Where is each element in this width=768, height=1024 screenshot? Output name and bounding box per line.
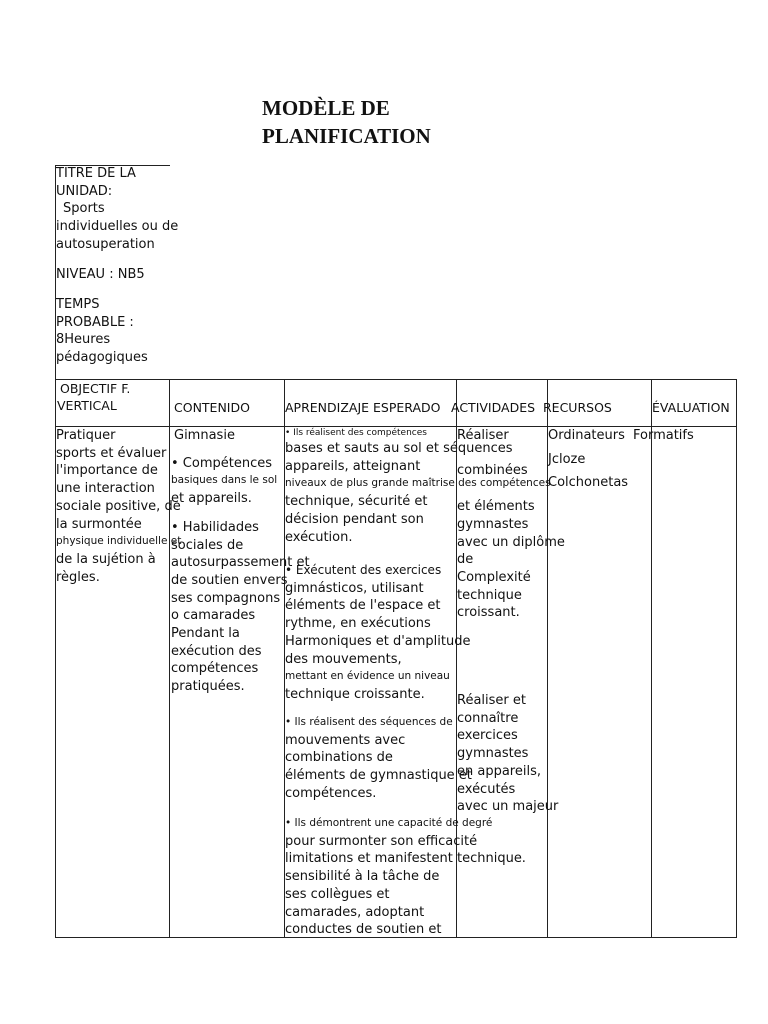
aprendizaje-line: niveaux de plus grande maîtrise des compétences [285,477,551,490]
aprendizaje-line: éléments de gymnastique et [285,768,472,784]
header-objectif-2: VERTICAL [57,398,117,413]
objectif-line: sports et évaluer [56,445,167,461]
recursos-item: Jcloze [548,451,586,467]
contenido-line: • Compétences [171,455,272,471]
niveau-block [56,266,145,284]
unit-title-block [56,165,178,254]
header-objectif [57,380,130,414]
contenido-line: basiques dans le sol [171,474,278,487]
aprendizaje-bullet-4 [285,815,526,939]
contenido-line: • Habilidades [171,519,259,535]
contenido-line: o camarades [171,608,256,624]
evaluation-cell [633,427,694,445]
actividades-line: combinées [457,463,528,479]
objectif-line: sociale positive, de [56,498,181,514]
aprendizaje-line: bases et sauts au sol et séquences [285,441,513,456]
aprendizaje-line: conductes de soutien et [285,922,442,938]
temps-label-1: TEMPS [56,297,100,312]
objectif-line: la surmontée [56,516,142,532]
contenido-line: autosurpassement et [171,555,310,571]
temps-label-2: PROBABLE : [56,314,134,330]
recursos-item: Colchonetas [548,475,629,491]
contenido-line: Pendant la [171,626,240,642]
aprendizaje-line: • Ils démontrent une capacité de degré [285,817,493,829]
header-objectif-1: OBJECTIF F. [60,381,131,396]
recursos-cell [548,427,628,492]
header-contenido: CONTENIDO [174,400,250,415]
actividades-line: exécutés [457,781,516,797]
actividades-line: et éléments [457,499,535,515]
temps-label-4: pédagogiques [56,350,148,366]
actividades-line: en appareils, [457,763,541,779]
contenido-line: pratiquées. [171,679,245,695]
unit-name-1: Sports [63,201,105,217]
header-aprendizaje: APRENDIZAJE ESPERADO [285,400,441,415]
document-title [262,94,562,150]
header-top-border [55,379,737,380]
aprendizaje-line: rythme, en exécutions [285,616,431,632]
contenido-line: de soutien envers [171,572,288,588]
actividades-line: avec un majeur [457,799,559,815]
aprendizaje-line: camarades, adoptant [285,904,425,920]
actividades-line: gymnastes [457,516,529,532]
aprendizaje-line: des mouvements, [285,651,402,667]
aprendizaje-line: • Ils réalisent des compétences [285,428,427,438]
aprendizaje-line: limitations et manifestent technique. [285,851,526,867]
contenido-line: et appareils. [171,491,252,507]
aprendizaje-bullet-2 [285,562,470,704]
contenido-line: ses compagnons [171,590,281,606]
aprendizaje-bullet-3 [285,714,472,803]
actividades-line: croissant. [457,605,520,621]
evaluation-item: Formatifs [633,428,694,443]
aprendizaje-line: • Ils réalisent des séquences de [285,716,453,728]
aprendizaje-line: Harmoniques et d'amplitude [285,633,471,649]
recursos-item: Ordinateurs [548,428,625,443]
contenido-line: sociales de [171,537,244,553]
objectif-line: règles. [56,569,100,585]
aprendizaje-line: mettant en évidence un niveau [285,670,450,683]
aprendizaje-line: mouvements avec [285,732,406,748]
temps-label-3: 8Heures [56,332,111,348]
aprendizaje-line: technique croissante. [285,686,425,702]
objectif-line: une interaction [56,481,155,497]
title-line-2: PLANIFICATION [262,124,431,148]
actividades-line: exercices [457,728,518,744]
aprendizaje-line: combinations de [285,750,393,766]
niveau-label: NIVEAU : NB5 [56,267,145,282]
actividades-line: de [457,552,474,568]
actividades-line: Réaliser [457,428,509,443]
temps-block [56,296,148,367]
aprendizaje-line: décision pendant son [285,511,424,527]
actividades-block-2 [457,692,558,816]
contenido-line: Gimnasie [174,428,235,443]
objectif-line: physique individuelle et [56,535,182,548]
unit-name-2: individuelles ou de [56,219,179,235]
aprendizaje-line: • Exécutent des exercices [285,563,442,577]
actividades-line: gymnastes [457,746,529,762]
aprendizaje-line: technique, sécurité et [285,494,428,510]
aprendizaje-line: appareils, atteignant [285,458,421,474]
col-divider-5 [651,379,652,938]
actividades-line: technique [457,587,522,603]
titre-label-2: UNIDAD: [56,183,113,199]
aprendizaje-line: exécution. [285,529,353,545]
contenido-line: compétences [171,661,259,677]
header-evaluation: ÉVALUATION [652,400,730,415]
actividades-line: Réaliser et [457,693,526,708]
header-recursos: RECURSOS [543,400,612,415]
right-border [736,379,737,938]
objectif-line: Pratiquer [56,428,116,443]
aprendizaje-line: compétences. [285,785,377,801]
header-actividades: ACTIVIDADES [451,400,536,415]
aprendizaje-line: éléments de l'espace et [285,598,441,614]
title-line-1: MODÈLE DE [262,96,390,120]
aprendizaje-line: sensibilité à la tâche de [285,869,440,885]
actividades-line: Complexité [457,569,531,585]
unit-name-3: autosuperation [56,236,155,252]
titre-label-1: TITRE DE LA [56,166,136,181]
aprendizaje-line: ses collègues et [285,886,390,902]
objectif-cell [56,427,181,586]
aprendizaje-line: gimnásticos, utilisant [285,580,424,596]
aprendizaje-line: pour surmonter son efficacité [285,833,478,849]
objectif-line: de la sujétion à [56,551,156,567]
actividades-line: avec un diplôme [457,534,565,550]
actividades-line: connaître [457,710,519,726]
contenido-line: exécution des [171,643,262,659]
objectif-line: l'importance de [56,463,158,479]
